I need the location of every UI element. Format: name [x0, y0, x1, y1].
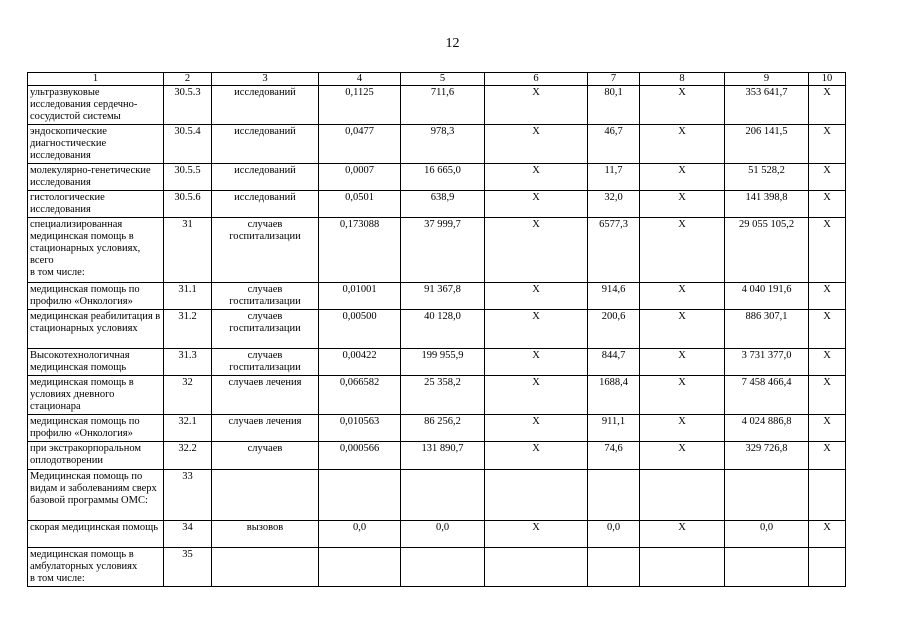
- table-cell: исследований: [212, 125, 319, 164]
- table-cell: 0,00500: [319, 310, 401, 349]
- table-cell: 32.2: [164, 442, 212, 470]
- table-cell: X: [640, 125, 725, 164]
- row-label-cell: специализированная медицинская помощь в стационарных условиях, всего в том числе:: [28, 218, 164, 283]
- table-cell: 978,3: [401, 125, 485, 164]
- table-cell: 25 358,2: [401, 376, 485, 415]
- data-table: [27, 72, 846, 587]
- table-row: [28, 86, 846, 125]
- table-cell: исследований: [212, 164, 319, 191]
- table-row: [28, 470, 846, 521]
- table-cell: [485, 548, 588, 587]
- table-cell: 30.5.6: [164, 191, 212, 218]
- table-cell: случаев госпитализации: [212, 283, 319, 310]
- table-cell: [319, 548, 401, 587]
- table-cell: 46,7: [588, 125, 640, 164]
- table-header-row: [28, 73, 846, 86]
- table-cell: случаев лечения: [212, 415, 319, 442]
- table-cell: 3 731 377,0: [725, 349, 809, 376]
- table-row: [28, 349, 846, 376]
- row-label-cell: ультразвуковые исследования сердечно-сосудистой системы: [28, 86, 164, 125]
- table-cell: 638,9: [401, 191, 485, 218]
- table-cell: X: [809, 283, 846, 310]
- row-label-cell: молекулярно-генетические исследования: [28, 164, 164, 191]
- table-cell: 6577,3: [588, 218, 640, 283]
- table-cell: 0,173088: [319, 218, 401, 283]
- table-cell: X: [809, 86, 846, 125]
- table-cell: X: [809, 164, 846, 191]
- table-cell: X: [640, 164, 725, 191]
- row-label-cell: медицинская помощь по профилю «Онкология»: [28, 415, 164, 442]
- table-cell: 31.3: [164, 349, 212, 376]
- table-cell: X: [640, 218, 725, 283]
- table-cell: X: [640, 86, 725, 125]
- table-cell: 91 367,8: [401, 283, 485, 310]
- column-number-header: 10: [809, 73, 846, 86]
- table-cell: исследований: [212, 191, 319, 218]
- table-cell: 329 726,8: [725, 442, 809, 470]
- row-label-cell: медицинская помощь по профилю «Онкология»: [28, 283, 164, 310]
- table-cell: X: [640, 310, 725, 349]
- table-cell: X: [640, 376, 725, 415]
- row-label-cell: Высокотехнологичная медицинская помощь: [28, 349, 164, 376]
- row-label-cell: медицинская помощь в амбулаторных условиях в том числе:: [28, 548, 164, 587]
- table-row: [28, 376, 846, 415]
- table-cell: 34: [164, 521, 212, 548]
- table-cell: X: [485, 349, 588, 376]
- table-cell: [725, 548, 809, 587]
- column-number-header: 8: [640, 73, 725, 86]
- table-cell: случаев госпитализации: [212, 310, 319, 349]
- row-label-cell: медицинская реабилитация в стационарных условиях: [28, 310, 164, 349]
- table-cell: 4 040 191,6: [725, 283, 809, 310]
- table-cell: 30.5.5: [164, 164, 212, 191]
- table-cell: 30.5.3: [164, 86, 212, 125]
- table-cell: 35: [164, 548, 212, 587]
- table-cell: 131 890,7: [401, 442, 485, 470]
- column-number-header: 5: [401, 73, 485, 86]
- table-row: [28, 521, 846, 548]
- table-cell: [725, 470, 809, 521]
- table-cell: X: [485, 442, 588, 470]
- table-cell: [588, 548, 640, 587]
- table-cell: [588, 470, 640, 521]
- table-cell: 200,6: [588, 310, 640, 349]
- table-cell: [809, 470, 846, 521]
- table-cell: 29 055 105,2: [725, 218, 809, 283]
- table-cell: X: [640, 191, 725, 218]
- column-number-header: 7: [588, 73, 640, 86]
- table-cell: 40 128,0: [401, 310, 485, 349]
- table-cell: 914,6: [588, 283, 640, 310]
- table-cell: X: [640, 415, 725, 442]
- table-cell: 141 398,8: [725, 191, 809, 218]
- table-cell: X: [485, 376, 588, 415]
- table-cell: X: [809, 521, 846, 548]
- table-cell: 4 024 886,8: [725, 415, 809, 442]
- column-number-header: 3: [212, 73, 319, 86]
- row-label-cell: скорая медицинская помощь: [28, 521, 164, 548]
- table-cell: случаев госпитализации: [212, 218, 319, 283]
- table-cell: X: [485, 218, 588, 283]
- table-cell: 51 528,2: [725, 164, 809, 191]
- table-cell: X: [809, 191, 846, 218]
- table-cell: 0,0: [588, 521, 640, 548]
- page-number: 12: [445, 36, 460, 51]
- column-number-header: 2: [164, 73, 212, 86]
- row-label-cell: медицинская помощь в условиях дневного стационара: [28, 376, 164, 415]
- table-cell: исследований: [212, 86, 319, 125]
- table-cell: X: [485, 283, 588, 310]
- row-label-cell: гистологические исследования: [28, 191, 164, 218]
- table-cell: 911,1: [588, 415, 640, 442]
- row-label-cell: Медицинская помощь по видам и заболеваниям сверх базовой программы ОМС:: [28, 470, 164, 521]
- table-cell: 86 256,2: [401, 415, 485, 442]
- table-cell: 32: [164, 376, 212, 415]
- column-number-header: 1: [28, 73, 164, 86]
- table-cell: 11,7: [588, 164, 640, 191]
- table-row: [28, 283, 846, 310]
- table-row: [28, 548, 846, 587]
- table-cell: 711,6: [401, 86, 485, 125]
- table-cell: 0,000566: [319, 442, 401, 470]
- table-cell: 30.5.4: [164, 125, 212, 164]
- table-cell: [640, 548, 725, 587]
- table-row: [28, 164, 846, 191]
- table-cell: вызовов: [212, 521, 319, 548]
- table-row: [28, 310, 846, 349]
- row-label-cell: эндоскопические диагностические исследования: [28, 125, 164, 164]
- table-cell: 33: [164, 470, 212, 521]
- table-row: [28, 125, 846, 164]
- table-cell: X: [485, 86, 588, 125]
- table-row: [28, 191, 846, 218]
- table-cell: 0,00422: [319, 349, 401, 376]
- table-cell: 0,010563: [319, 415, 401, 442]
- table-cell: 7 458 466,4: [725, 376, 809, 415]
- column-number-header: 6: [485, 73, 588, 86]
- table-cell: X: [809, 218, 846, 283]
- table-cell: [212, 470, 319, 521]
- table-cell: X: [640, 283, 725, 310]
- table-cell: [640, 470, 725, 521]
- table-cell: 0,01001: [319, 283, 401, 310]
- table-cell: [401, 548, 485, 587]
- table-cell: 0,0007: [319, 164, 401, 191]
- table-cell: [485, 470, 588, 521]
- table-cell: 0,0: [725, 521, 809, 548]
- table-row: [28, 218, 846, 283]
- table-cell: X: [809, 349, 846, 376]
- table-cell: 31.2: [164, 310, 212, 349]
- table-cell: 206 141,5: [725, 125, 809, 164]
- table-cell: 886 307,1: [725, 310, 809, 349]
- table-cell: 32,0: [588, 191, 640, 218]
- table-cell: [401, 470, 485, 521]
- table-cell: 31: [164, 218, 212, 283]
- table-cell: X: [485, 125, 588, 164]
- table-cell: X: [809, 415, 846, 442]
- table-cell: 32.1: [164, 415, 212, 442]
- table-cell: 199 955,9: [401, 349, 485, 376]
- table-cell: 0,1125: [319, 86, 401, 125]
- table-cell: X: [485, 164, 588, 191]
- row-label-cell: при экстракорпоральном оплодотворении: [28, 442, 164, 470]
- column-number-header: 4: [319, 73, 401, 86]
- table-cell: X: [485, 415, 588, 442]
- table-cell: 0,0501: [319, 191, 401, 218]
- table-cell: случаев: [212, 442, 319, 470]
- table-cell: 0,0477: [319, 125, 401, 164]
- table-cell: X: [485, 191, 588, 218]
- table-cell: 0,0: [401, 521, 485, 548]
- table-cell: X: [809, 125, 846, 164]
- table-cell: 37 999,7: [401, 218, 485, 283]
- table-cell: X: [809, 310, 846, 349]
- table-row: [28, 442, 846, 470]
- table-cell: X: [640, 521, 725, 548]
- column-number-header: 9: [725, 73, 809, 86]
- table-cell: X: [485, 310, 588, 349]
- table-cell: 1688,4: [588, 376, 640, 415]
- table-cell: 353 641,7: [725, 86, 809, 125]
- table-cell: 31.1: [164, 283, 212, 310]
- table-cell: 844,7: [588, 349, 640, 376]
- table-cell: 0,066582: [319, 376, 401, 415]
- table-cell: 74,6: [588, 442, 640, 470]
- table-cell: случаев госпитализации: [212, 349, 319, 376]
- table-cell: 0,0: [319, 521, 401, 548]
- table-cell: случаев лечения: [212, 376, 319, 415]
- table-cell: X: [640, 442, 725, 470]
- table-cell: 16 665,0: [401, 164, 485, 191]
- table-row: [28, 415, 846, 442]
- table-cell: 80,1: [588, 86, 640, 125]
- table-cell: [809, 548, 846, 587]
- table-cell: [319, 470, 401, 521]
- table-cell: X: [809, 442, 846, 470]
- table-cell: X: [485, 521, 588, 548]
- table-cell: X: [640, 349, 725, 376]
- table-cell: [212, 548, 319, 587]
- table-cell: X: [809, 376, 846, 415]
